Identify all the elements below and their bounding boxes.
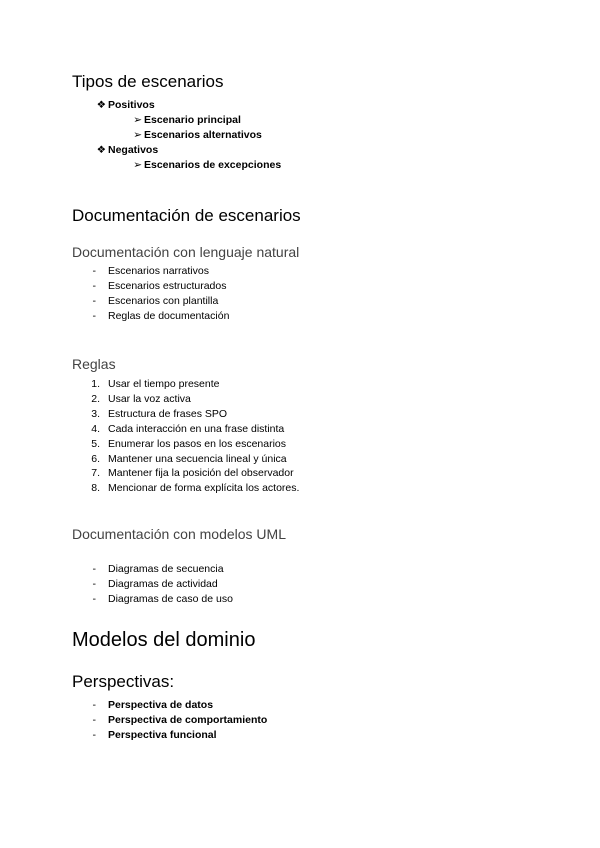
list-item: - Diagramas de secuencia (92, 562, 233, 577)
list-item: - Diagramas de actividad (92, 577, 233, 592)
perspectivas-list (92, 698, 267, 743)
number-marker: 3. (91, 407, 100, 420)
list-item (92, 98, 281, 113)
dash-marker: - (92, 728, 96, 741)
uml-list (92, 562, 233, 607)
number-marker: 1. (91, 378, 100, 390)
list-item: 7. Mantener fija la posición del observador (92, 466, 299, 481)
list-item: - Reglas de documentación (92, 309, 229, 324)
list-item: - Escenarios estructurados (92, 279, 229, 294)
positivos-label: Positivos (108, 99, 155, 111)
list-item: 2. Usar la voz activa (92, 392, 299, 407)
number-marker: 7. (91, 467, 100, 480)
list-item (92, 113, 281, 128)
dash-marker: - (92, 592, 96, 605)
list-item: 8. Mencionar de forma explícita los actores. (92, 481, 299, 496)
dash-marker: - (92, 279, 96, 292)
lenguaje-natural-heading: Documentación con lenguaje natural (72, 244, 300, 260)
perspectivas-heading: Perspectivas: (72, 672, 175, 691)
list-item (92, 143, 281, 158)
number-marker: 6. (91, 452, 100, 465)
list-item: - Perspectiva de comportamiento (92, 713, 267, 728)
list-item: - Diagramas de caso de uso (92, 592, 233, 607)
list-item: 3. Estructura de frases SPO (92, 407, 299, 422)
number-marker: 5. (91, 437, 100, 450)
escenarios-excepciones-label: Escenarios de excepciones (144, 158, 282, 171)
diamond-bullet-icon: ❖ (96, 99, 106, 111)
dash-marker: - (92, 563, 96, 575)
list-item: 5. Enumerar los pasos en los escenarios (92, 437, 299, 452)
list-item: 4. Cada interacción en una frase distinta (92, 422, 299, 437)
tipos-escenarios-heading: Tipos de escenarios (72, 72, 224, 91)
escenario-principal-label: Escenario principal (144, 113, 241, 126)
arrow-bullet-icon: ➢ (133, 113, 142, 126)
lenguaje-natural-list (92, 264, 229, 324)
dash-marker: - (92, 294, 96, 307)
dash-marker: - (92, 577, 96, 590)
list-item (92, 158, 281, 173)
number-marker: 4. (91, 422, 100, 435)
dash-marker: - (92, 713, 96, 726)
negativos-label: Negativos (108, 143, 159, 156)
list-item: - Perspectiva funcional (92, 728, 267, 743)
uml-heading: Documentación con modelos UML (72, 526, 286, 542)
number-marker: 2. (91, 392, 100, 405)
list-item: - Escenarios con plantilla (92, 294, 229, 309)
list-item: 6. Mantener una secuencia lineal y única (92, 452, 299, 467)
dash-marker: - (92, 265, 96, 277)
diamond-bullet-icon: ❖ (96, 143, 106, 156)
reglas-heading: Reglas (72, 356, 116, 372)
tipos-list (92, 98, 281, 173)
list-item: - Perspectiva de datos (92, 698, 267, 713)
list-item (92, 128, 281, 143)
arrow-bullet-icon: ➢ (133, 128, 142, 141)
list-item: 1. Usar el tiempo presente (92, 377, 299, 392)
arrow-bullet-icon: ➢ (133, 158, 142, 171)
dash-marker: - (92, 699, 96, 711)
escenarios-alternativos-label: Escenarios alternativos (144, 128, 262, 141)
documentacion-heading: Documentación de escenarios (72, 206, 301, 225)
reglas-list (92, 377, 299, 496)
modelos-dominio-heading: Modelos del dominio (72, 629, 256, 651)
number-marker: 8. (91, 482, 100, 495)
list-item: - Escenarios narrativos (92, 264, 229, 279)
dash-marker: - (92, 309, 96, 322)
